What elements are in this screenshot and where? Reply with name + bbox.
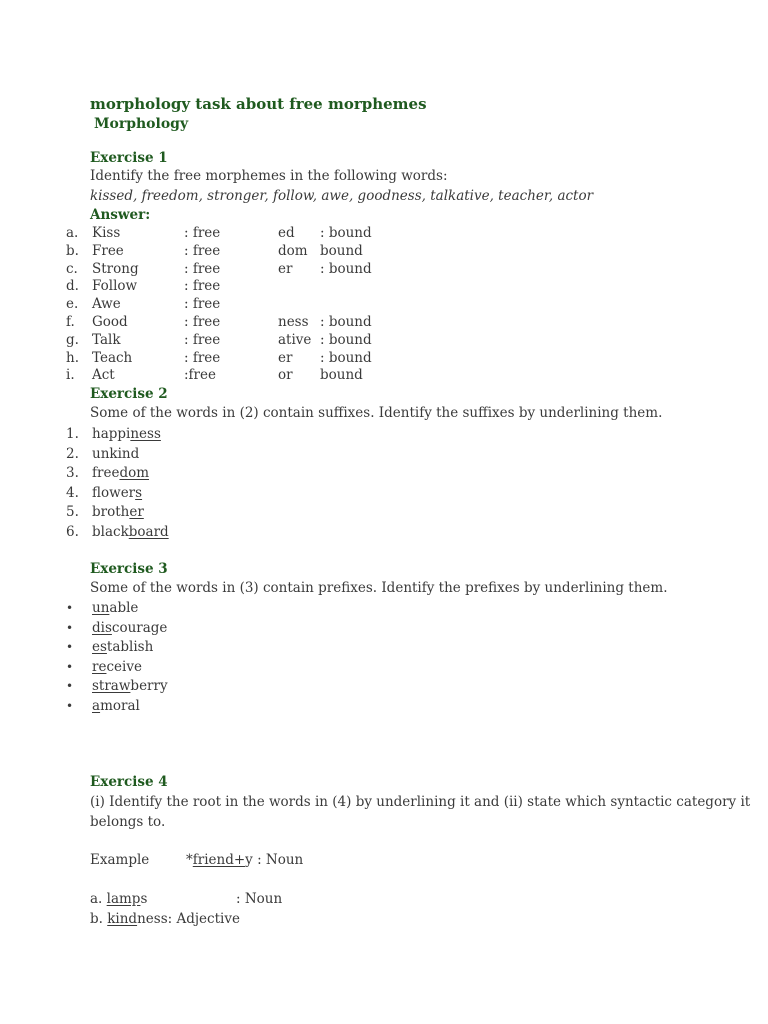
row-free-label: :free bbox=[184, 367, 216, 384]
word-rest: courage bbox=[111, 619, 168, 636]
example-root-underlined: friend+ bbox=[192, 852, 246, 868]
row-free-label: : free bbox=[184, 331, 221, 348]
row-word: Good bbox=[92, 314, 128, 330]
row-free-label: : free bbox=[184, 314, 221, 330]
answer-root-underlined: kind bbox=[107, 911, 138, 927]
exercise-4-answer-a bbox=[90, 891, 147, 907]
row-word: Free bbox=[92, 242, 124, 259]
word-stem: free bbox=[92, 465, 120, 481]
exercise-1-word-list: kissed, freedom, stronger, follow, awe, goodness, talkative, teacher, actor bbox=[90, 188, 594, 204]
bullet-marker: • bbox=[66, 679, 74, 693]
row-word: Follow bbox=[92, 278, 138, 295]
row-word: Strong bbox=[92, 260, 139, 277]
row-free-label: : free bbox=[184, 296, 221, 313]
list-item bbox=[92, 426, 161, 442]
row-bound-label: : bound bbox=[320, 225, 372, 241]
exercise-4-instruction-line-1: (i) Identify the root in the words in (4) by underlining it and (ii) state which syntactic category it bbox=[90, 794, 751, 810]
exercise-2-instruction: Some of the words in (2) contain suffixes. Identify the suffixes by underlining them. bbox=[90, 405, 663, 421]
bullet-marker: • bbox=[66, 620, 74, 635]
list-item-number: 6. bbox=[66, 523, 79, 540]
list-item-number: 1. bbox=[66, 426, 79, 442]
prefix-underlined: un bbox=[92, 600, 110, 616]
row-bound-label: bound bbox=[320, 242, 363, 259]
row-suffix: er bbox=[278, 260, 293, 277]
row-free-label: : free bbox=[184, 260, 221, 277]
list-item bbox=[92, 446, 139, 462]
row-bound-label: : bound bbox=[320, 331, 372, 348]
list-item bbox=[92, 485, 142, 501]
suffix-underlined: ness bbox=[130, 426, 161, 442]
document-subtitle: Morphology bbox=[94, 116, 189, 132]
row-label: h. bbox=[66, 349, 79, 366]
row-word: Teach bbox=[92, 349, 133, 366]
row-free-label: : free bbox=[184, 225, 221, 241]
suffix-underlined: er bbox=[129, 504, 144, 520]
row-bound-label: bound bbox=[320, 367, 363, 384]
row-word: Act bbox=[92, 367, 115, 384]
suffix-underlined: board bbox=[128, 523, 169, 540]
row-suffix: ative bbox=[278, 331, 312, 348]
row-suffix: dom bbox=[278, 242, 308, 259]
word-rest: ceive bbox=[106, 658, 142, 675]
prefix-underlined: dis bbox=[92, 619, 112, 636]
word-rest: tablish bbox=[106, 639, 154, 655]
row-label: a. bbox=[66, 225, 79, 241]
row-free-label: : free bbox=[184, 349, 221, 366]
row-suffix: ness bbox=[278, 314, 309, 330]
word-stem: unkind bbox=[92, 445, 140, 462]
word-rest: berry bbox=[130, 678, 168, 694]
exercise-4-example-label: Example bbox=[90, 852, 150, 868]
row-word: Awe bbox=[92, 296, 121, 313]
row-word: Talk bbox=[92, 331, 121, 348]
list-item bbox=[92, 659, 142, 675]
exercise-2-heading: Exercise 2 bbox=[90, 386, 168, 402]
prefix-underlined: re bbox=[92, 658, 107, 675]
row-label: g. bbox=[66, 331, 79, 348]
answer-rest: ness: Adjective bbox=[137, 911, 240, 927]
exercise-3-instruction: Some of the words in (3) contain prefixes. Identify the prefixes by underlining them. bbox=[90, 580, 668, 596]
list-item bbox=[92, 620, 167, 636]
prefix-underlined: es bbox=[92, 639, 107, 655]
list-item-number: 3. bbox=[66, 465, 79, 481]
row-suffix: er bbox=[278, 349, 293, 366]
list-item bbox=[92, 698, 140, 714]
list-item bbox=[92, 465, 149, 481]
row-label: e. bbox=[66, 296, 79, 313]
list-item bbox=[92, 524, 169, 540]
bullet-marker: • bbox=[66, 698, 74, 713]
exercise-1-instruction: Identify the free morphemes in the following words: bbox=[90, 168, 448, 184]
exercise-4-answer-b bbox=[90, 911, 240, 927]
list-item-number: 5. bbox=[66, 504, 79, 520]
exercise-4-answer-a-category: : Noun bbox=[236, 891, 283, 907]
bullet-marker: • bbox=[66, 659, 74, 674]
list-item-number: 4. bbox=[66, 484, 79, 501]
bullet-marker: • bbox=[66, 640, 74, 654]
word-stem: happi bbox=[92, 426, 131, 442]
row-label: b. bbox=[66, 242, 79, 259]
row-free-label: : free bbox=[184, 278, 221, 295]
word-rest: able bbox=[109, 600, 139, 616]
row-suffix: or bbox=[278, 367, 293, 384]
list-item bbox=[92, 639, 153, 655]
row-label: f. bbox=[66, 314, 75, 330]
list-item bbox=[92, 504, 144, 520]
word-stem: flower bbox=[92, 484, 136, 501]
exercise-1-answer-label: Answer: bbox=[90, 207, 151, 223]
suffix-underlined: dom bbox=[119, 465, 150, 481]
row-label: d. bbox=[66, 278, 79, 295]
list-item bbox=[92, 678, 168, 694]
row-label: c. bbox=[66, 260, 78, 277]
row-bound-label: : bound bbox=[320, 260, 372, 277]
answer-rest: s bbox=[140, 891, 148, 907]
exercise-3-heading: Exercise 3 bbox=[90, 561, 168, 577]
prefix-underlined: a bbox=[92, 697, 101, 714]
answer-label: a. bbox=[90, 891, 107, 907]
example-rest: y : Noun bbox=[245, 852, 304, 868]
row-word: Kiss bbox=[92, 225, 121, 241]
list-item-number: 2. bbox=[66, 445, 79, 462]
exercise-4-heading: Exercise 4 bbox=[90, 774, 168, 790]
word-stem: broth bbox=[92, 504, 130, 520]
answer-root-underlined: lamp bbox=[106, 891, 141, 907]
prefix-underlined: straw bbox=[92, 678, 131, 694]
word-stem: black bbox=[92, 523, 129, 540]
list-item bbox=[92, 600, 138, 616]
row-suffix: ed bbox=[278, 225, 295, 241]
row-bound-label: : bound bbox=[320, 349, 372, 366]
document-title: morphology task about free morphemes bbox=[90, 95, 427, 113]
word-rest: moral bbox=[100, 697, 140, 714]
example-asterisk: * bbox=[186, 852, 193, 868]
row-bound-label: : bound bbox=[320, 314, 372, 330]
exercise-4-instruction-line-2: belongs to. bbox=[90, 814, 166, 830]
suffix-underlined: s bbox=[135, 484, 143, 501]
exercise-1-heading: Exercise 1 bbox=[90, 150, 168, 166]
bullet-marker: • bbox=[66, 601, 74, 615]
row-label: i. bbox=[66, 367, 75, 384]
answer-label: b. bbox=[90, 911, 108, 927]
row-free-label: : free bbox=[184, 242, 221, 259]
exercise-4-example bbox=[186, 852, 303, 868]
